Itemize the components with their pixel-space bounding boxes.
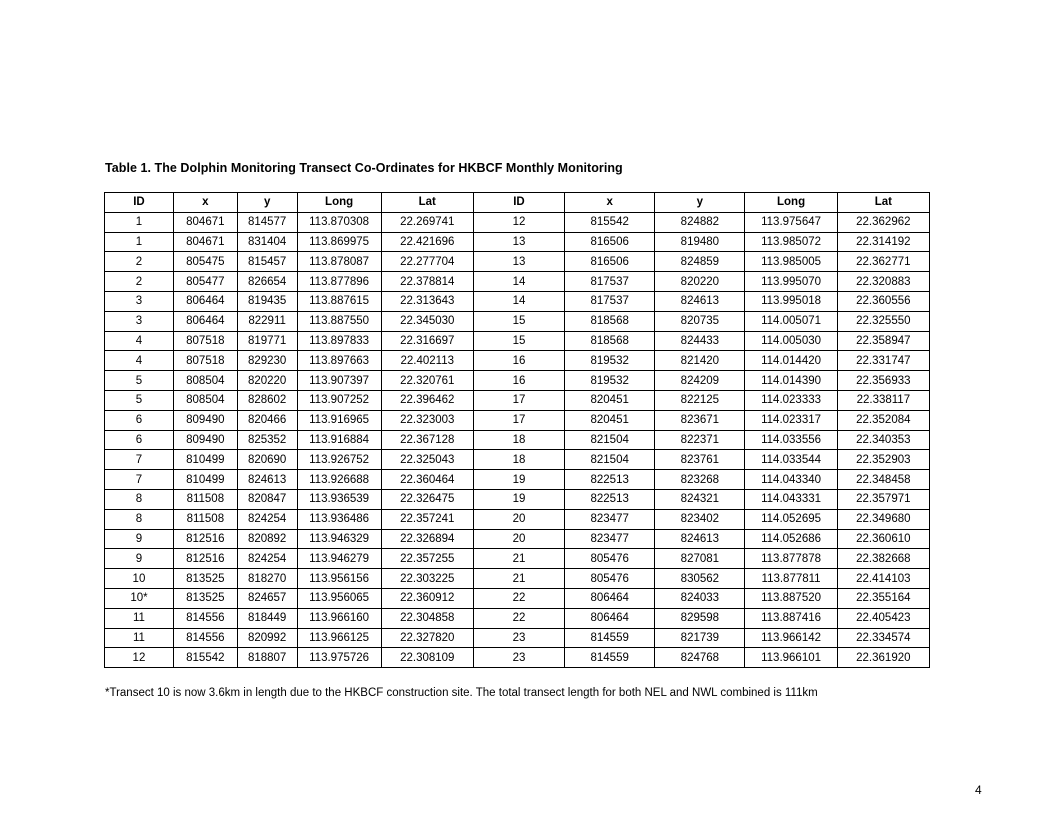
table-cell: 22.362962	[837, 212, 929, 232]
table-cell: 15	[473, 311, 564, 331]
table-cell: 22.348458	[837, 470, 929, 490]
table-cell: 820451	[565, 410, 655, 430]
table-cell: 22.314192	[837, 232, 929, 252]
table-cell: 4	[105, 351, 174, 371]
table-cell: 113.995070	[745, 272, 837, 292]
table-cell: 823402	[655, 509, 745, 529]
table-cell: 22.352084	[837, 410, 929, 430]
table-cell: 12	[473, 212, 564, 232]
table-cell: 14	[473, 291, 564, 311]
table-cell: 825352	[237, 430, 297, 450]
table-cell: 22.361920	[837, 648, 929, 668]
table-cell: 824613	[655, 291, 745, 311]
table-cell: 806464	[173, 311, 237, 331]
table-cell: 15	[473, 331, 564, 351]
table-cell: 5	[105, 390, 174, 410]
table-cell: 820992	[237, 628, 297, 648]
table-cell: 22.421696	[381, 232, 473, 252]
table-cell: 824433	[655, 331, 745, 351]
table-cell: 113.926752	[297, 450, 381, 470]
header-cell: Long	[297, 193, 381, 213]
header-cell: x	[173, 193, 237, 213]
table-row	[105, 311, 930, 331]
table-cell: 804671	[173, 232, 237, 252]
table-footnote: *Transect 10 is now 3.6km in length due to the HKBCF construction site. The total transect length for both NEL and NWL combined is 111km	[105, 687, 818, 699]
table-cell: 818270	[237, 569, 297, 589]
table-row	[105, 529, 930, 549]
table-cell: 819532	[565, 371, 655, 391]
table-cell: 805476	[565, 549, 655, 569]
table-row	[105, 272, 930, 292]
header-cell: ID	[105, 193, 174, 213]
table-cell: 22.334574	[837, 628, 929, 648]
table-cell: 815457	[237, 252, 297, 272]
table-cell: 23	[473, 648, 564, 668]
table-row	[105, 470, 930, 490]
table-row	[105, 390, 930, 410]
table-cell: 22.325043	[381, 450, 473, 470]
table-cell: 22.367128	[381, 430, 473, 450]
table-cell: 817537	[565, 272, 655, 292]
table-cell: 806464	[565, 588, 655, 608]
table-cell: 113.878087	[297, 252, 381, 272]
table-cell: 22	[473, 588, 564, 608]
table-row	[105, 212, 930, 232]
header-cell: y	[655, 193, 745, 213]
table-cell: 824321	[655, 489, 745, 509]
table-cell: 22.360464	[381, 470, 473, 490]
transect-coordinates-table	[104, 192, 930, 668]
header-cell: ID	[473, 193, 564, 213]
table-cell: 818568	[565, 311, 655, 331]
table-cell: 821504	[565, 430, 655, 450]
table-row	[105, 252, 930, 272]
table-cell: 113.869975	[297, 232, 381, 252]
table-cell: 810499	[173, 450, 237, 470]
table-cell: 14	[473, 272, 564, 292]
table-row	[105, 232, 930, 252]
table-cell: 821420	[655, 351, 745, 371]
table-cell: 818449	[237, 608, 297, 628]
table-cell: 113.887520	[745, 588, 837, 608]
table-cell: 823477	[565, 529, 655, 549]
table-cell: 114.023333	[745, 390, 837, 410]
table-cell: 20	[473, 509, 564, 529]
table-cell: 8	[105, 509, 174, 529]
table-cell: 12	[105, 648, 174, 668]
table-cell: 6	[105, 410, 174, 430]
table-cell: 22.405423	[837, 608, 929, 628]
table-cell: 21	[473, 569, 564, 589]
table-cell: 821739	[655, 628, 745, 648]
table-cell: 824882	[655, 212, 745, 232]
header-cell: y	[237, 193, 297, 213]
table-cell: 22.357971	[837, 489, 929, 509]
table-row	[105, 489, 930, 509]
table-cell: 823477	[565, 509, 655, 529]
table-cell: 824209	[655, 371, 745, 391]
table-cell: 22.396462	[381, 390, 473, 410]
table-cell: 824254	[237, 509, 297, 529]
table-cell: 815542	[565, 212, 655, 232]
table-cell: 22.360912	[381, 588, 473, 608]
table-cell: 22.414103	[837, 569, 929, 589]
table-cell: 819771	[237, 331, 297, 351]
table-cell: 822513	[565, 470, 655, 490]
table-cell: 22.277704	[381, 252, 473, 272]
table-cell: 819532	[565, 351, 655, 371]
table-cell: 23	[473, 628, 564, 648]
table-row	[105, 450, 930, 470]
table-cell: 3	[105, 291, 174, 311]
table-cell: 816506	[565, 232, 655, 252]
table-cell: 804671	[173, 212, 237, 232]
table-row	[105, 569, 930, 589]
table-row	[105, 331, 930, 351]
table-cell: 824768	[655, 648, 745, 668]
table-cell: 814559	[565, 628, 655, 648]
table-row	[105, 509, 930, 529]
table-cell: 113.995018	[745, 291, 837, 311]
table-cell: 818807	[237, 648, 297, 668]
table-cell: 822125	[655, 390, 745, 410]
table-cell: 806464	[173, 291, 237, 311]
table-cell: 827081	[655, 549, 745, 569]
table-cell: 824613	[237, 470, 297, 490]
table-cell: 820847	[237, 489, 297, 509]
table-cell: 816506	[565, 252, 655, 272]
table-cell: 819435	[237, 291, 297, 311]
table-cell: 22.362771	[837, 252, 929, 272]
table-cell: 113.966125	[297, 628, 381, 648]
table-cell: 11	[105, 608, 174, 628]
table-cell: 807518	[173, 351, 237, 371]
table-cell: 831404	[237, 232, 297, 252]
table-cell: 113.887615	[297, 291, 381, 311]
table-cell: 823268	[655, 470, 745, 490]
table-cell: 814577	[237, 212, 297, 232]
table-cell: 22.360610	[837, 529, 929, 549]
table-cell: 22.269741	[381, 212, 473, 232]
table-cell: 114.033556	[745, 430, 837, 450]
table-cell: 16	[473, 371, 564, 391]
table-cell: 808504	[173, 371, 237, 391]
table-cell: 820690	[237, 450, 297, 470]
table-row	[105, 430, 930, 450]
header-cell: Long	[745, 193, 837, 213]
table-cell: 817537	[565, 291, 655, 311]
table-cell: 114.023317	[745, 410, 837, 430]
table-cell: 805476	[565, 569, 655, 589]
table-cell: 2	[105, 252, 174, 272]
table-cell: 22.325550	[837, 311, 929, 331]
table-cell: 18	[473, 430, 564, 450]
table-cell: 113.916965	[297, 410, 381, 430]
table-cell: 819480	[655, 232, 745, 252]
table-cell: 22.382668	[837, 549, 929, 569]
table-cell: 809490	[173, 430, 237, 450]
table-cell: 805475	[173, 252, 237, 272]
table-cell: 8	[105, 489, 174, 509]
table-cell: 10	[105, 569, 174, 589]
table-cell: 10*	[105, 588, 174, 608]
table-cell: 113.897833	[297, 331, 381, 351]
table-cell: 21	[473, 549, 564, 569]
table-cell: 822513	[565, 489, 655, 509]
table-cell: 22.352903	[837, 450, 929, 470]
table-cell: 806464	[565, 608, 655, 628]
table-cell: 113.966160	[297, 608, 381, 628]
table-cell: 7	[105, 470, 174, 490]
table-row	[105, 549, 930, 569]
table-cell: 820466	[237, 410, 297, 430]
table-cell: 22.304858	[381, 608, 473, 628]
table-cell: 828602	[237, 390, 297, 410]
table-cell: 22	[473, 608, 564, 628]
table-cell: 812516	[173, 549, 237, 569]
table-cell: 114.005071	[745, 311, 837, 331]
table-cell: 114.005030	[745, 331, 837, 351]
table-cell: 22.326475	[381, 489, 473, 509]
table-cell: 22.356933	[837, 371, 929, 391]
table-cell: 113.985072	[745, 232, 837, 252]
table-cell: 114.043331	[745, 489, 837, 509]
table-cell: 811508	[173, 489, 237, 509]
table-cell: 113.887550	[297, 311, 381, 331]
table-cell: 810499	[173, 470, 237, 490]
table-cell: 22.402113	[381, 351, 473, 371]
table-cell: 13	[473, 232, 564, 252]
table-cell: 11	[105, 628, 174, 648]
table-cell: 829230	[237, 351, 297, 371]
table-cell: 113.956065	[297, 588, 381, 608]
table-cell: 821504	[565, 450, 655, 470]
table-cell: 824033	[655, 588, 745, 608]
table-cell: 22.357241	[381, 509, 473, 529]
table-cell: 113.956156	[297, 569, 381, 589]
table-cell: 113.926688	[297, 470, 381, 490]
table-cell: 17	[473, 390, 564, 410]
table-cell: 813525	[173, 588, 237, 608]
table-cell: 824613	[655, 529, 745, 549]
table-row	[105, 648, 930, 668]
table-caption: Table 1. The Dolphin Monitoring Transect Co-Ordinates for HKBCF Monthly Monitoring	[105, 161, 623, 175]
table-cell: 7	[105, 450, 174, 470]
table-cell: 114.033544	[745, 450, 837, 470]
table-cell: 113.985005	[745, 252, 837, 272]
table-cell: 830562	[655, 569, 745, 589]
table-cell: 114.014420	[745, 351, 837, 371]
table-cell: 22.331747	[837, 351, 929, 371]
table-cell: 22.316697	[381, 331, 473, 351]
table-row	[105, 371, 930, 391]
table-cell: 114.052695	[745, 509, 837, 529]
table-cell: 820220	[655, 272, 745, 292]
table-cell: 22.357255	[381, 549, 473, 569]
table-cell: 113.897663	[297, 351, 381, 371]
table-cell: 22.303225	[381, 569, 473, 589]
table-cell: 1	[105, 232, 174, 252]
table-cell: 113.936539	[297, 489, 381, 509]
table-cell: 113.975647	[745, 212, 837, 232]
table-cell: 812516	[173, 529, 237, 549]
table-cell: 22.313643	[381, 291, 473, 311]
header-cell: Lat	[381, 193, 473, 213]
table-cell: 113.975726	[297, 648, 381, 668]
header-cell: Lat	[837, 193, 929, 213]
table-cell: 818568	[565, 331, 655, 351]
table-cell: 20	[473, 529, 564, 549]
table-cell: 815542	[173, 648, 237, 668]
table-cell: 822911	[237, 311, 297, 331]
table-cell: 113.907252	[297, 390, 381, 410]
table-cell: 22.358947	[837, 331, 929, 351]
header-cell: x	[565, 193, 655, 213]
table-cell: 22.326894	[381, 529, 473, 549]
table-cell: 113.877811	[745, 569, 837, 589]
table-cell: 820451	[565, 390, 655, 410]
table-cell: 22.308109	[381, 648, 473, 668]
table-cell: 823761	[655, 450, 745, 470]
table-cell: 805477	[173, 272, 237, 292]
table-row	[105, 588, 930, 608]
table-cell: 6	[105, 430, 174, 450]
table-cell: 820892	[237, 529, 297, 549]
table-cell: 814556	[173, 608, 237, 628]
table-cell: 4	[105, 331, 174, 351]
table-cell: 824254	[237, 549, 297, 569]
table-cell: 820735	[655, 311, 745, 331]
table-cell: 19	[473, 470, 564, 490]
table-cell: 113.916884	[297, 430, 381, 450]
table-cell: 811508	[173, 509, 237, 529]
table-cell: 113.946279	[297, 549, 381, 569]
table-cell: 113.877878	[745, 549, 837, 569]
table-cell: 1	[105, 212, 174, 232]
table-cell: 826654	[237, 272, 297, 292]
table-cell: 822371	[655, 430, 745, 450]
table-cell: 22.327820	[381, 628, 473, 648]
table-cell: 22.323003	[381, 410, 473, 430]
table-cell: 114.052686	[745, 529, 837, 549]
table-cell: 824859	[655, 252, 745, 272]
table-cell: 22.349680	[837, 509, 929, 529]
table-header-row	[105, 193, 930, 213]
table-cell: 114.043340	[745, 470, 837, 490]
table-cell: 3	[105, 311, 174, 331]
table-row	[105, 291, 930, 311]
table-cell: 22.320883	[837, 272, 929, 292]
table-cell: 5	[105, 371, 174, 391]
table-cell: 113.887416	[745, 608, 837, 628]
table-cell: 22.320761	[381, 371, 473, 391]
table-row	[105, 351, 930, 371]
table-row	[105, 628, 930, 648]
table-cell: 813525	[173, 569, 237, 589]
table-cell: 809490	[173, 410, 237, 430]
table-cell: 9	[105, 549, 174, 569]
table-cell: 13	[473, 252, 564, 272]
table-cell: 820220	[237, 371, 297, 391]
table-cell: 22.345030	[381, 311, 473, 331]
table-cell: 18	[473, 450, 564, 470]
table-cell: 19	[473, 489, 564, 509]
table-cell: 823671	[655, 410, 745, 430]
table-body	[105, 212, 930, 667]
table-cell: 22.340353	[837, 430, 929, 450]
table-cell: 807518	[173, 331, 237, 351]
table-cell: 814559	[565, 648, 655, 668]
table-cell: 17	[473, 410, 564, 430]
page-number: 4	[975, 783, 982, 797]
table-cell: 22.355164	[837, 588, 929, 608]
table-cell: 114.014390	[745, 371, 837, 391]
table-row	[105, 608, 930, 628]
table-cell: 113.966101	[745, 648, 837, 668]
table-cell: 9	[105, 529, 174, 549]
table-cell: 113.907397	[297, 371, 381, 391]
table-cell: 22.360556	[837, 291, 929, 311]
table-row	[105, 410, 930, 430]
table-cell: 829598	[655, 608, 745, 628]
table-cell: 16	[473, 351, 564, 371]
table-cell: 113.870308	[297, 212, 381, 232]
table-cell: 814556	[173, 628, 237, 648]
table-cell: 113.936486	[297, 509, 381, 529]
table-cell: 808504	[173, 390, 237, 410]
table-cell: 2	[105, 272, 174, 292]
table-cell: 22.338117	[837, 390, 929, 410]
table-cell: 113.877896	[297, 272, 381, 292]
table-cell: 824657	[237, 588, 297, 608]
table-cell: 22.378814	[381, 272, 473, 292]
table-cell: 113.966142	[745, 628, 837, 648]
table-cell: 113.946329	[297, 529, 381, 549]
